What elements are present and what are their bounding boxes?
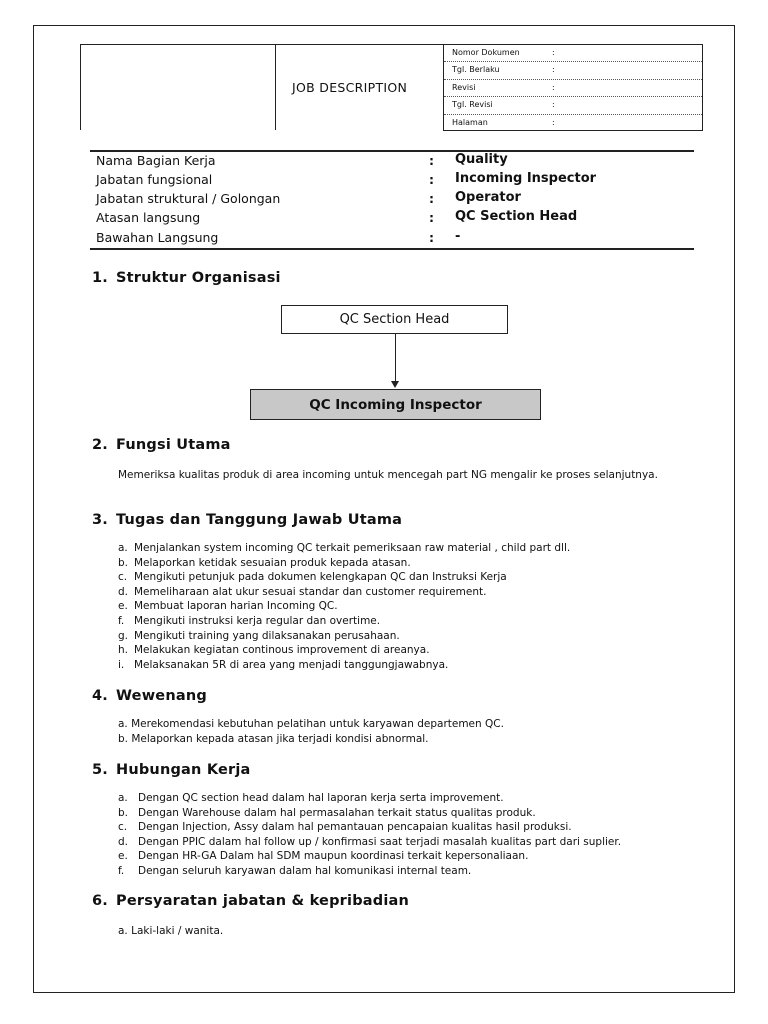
meta-label: Halaman [452, 117, 488, 127]
meta-colon: : [552, 65, 555, 75]
list-item [118, 556, 570, 571]
list-item: a. Merekomendasi kebutuhan pelatihan untuk karyawan departemen QC. [118, 718, 504, 730]
fungsi-utama-text: Memeriksa kualitas produk di area incoming untuk mencegah part NG mengalir ke proses selanjutnya. [118, 469, 658, 481]
section-title-struktur [92, 270, 281, 286]
meta-colon: : [552, 117, 555, 127]
list-marker: e. [118, 600, 128, 613]
info-value: Incoming Inspector [455, 171, 597, 186]
meta-row [444, 45, 702, 62]
document-meta-table [443, 44, 703, 131]
info-label: Bawahan Langsung [96, 230, 219, 245]
list-marker: c. [118, 571, 128, 584]
list-marker: e. [118, 850, 128, 863]
info-label: Nama Bagian Kerja [96, 153, 216, 168]
list-marker: c. [118, 821, 128, 834]
org-chart-top-box: QC Section Head [281, 305, 508, 334]
list-marker: d. [118, 585, 129, 598]
list-item [118, 658, 570, 673]
meta-row [444, 115, 702, 132]
list-item-text: Melakukan kegiatan continous improvement di areanya. [134, 644, 430, 657]
info-value: Quality [455, 152, 508, 167]
info-colon: : [429, 191, 434, 206]
list-item-text: Mengikuti petunjuk pada dokumen kelengkapan QC dan Instruksi Kerja [134, 571, 507, 584]
list-item-text: Membuat laporan harian Incoming QC. [134, 600, 338, 613]
section-title-text: Hubungan Kerja [116, 762, 251, 778]
list-item-text: Dengan HR-GA Dalam hal SDM maupun koordinasi terkait kepersonaliaan. [138, 850, 529, 863]
section-title-tugas [92, 512, 402, 528]
list-item-text: Melaksanakan 5R di area yang menjadi tanggungjawabnya. [134, 658, 449, 671]
section-title-fungsi [92, 437, 231, 453]
list-item [118, 643, 570, 658]
list-item-text: Dengan Injection, Assy dalam hal pemantauan pencapaian kualitas hasil produksi. [138, 821, 572, 834]
list-item-text: Melaporkan ketidak sesuaian produk kepada atasan. [134, 556, 411, 569]
document-title: JOB DESCRIPTION [292, 80, 408, 95]
list-item [118, 849, 621, 864]
info-value: - [455, 229, 461, 244]
section-title-text: Tugas dan Tanggung Jawab Utama [116, 512, 403, 528]
meta-row [444, 80, 702, 97]
arrow-down-icon [391, 381, 399, 388]
meta-label: Nomor Dokumen [452, 48, 520, 57]
list-item-text: Mengikuti training yang dilaksanakan perusahaan. [134, 629, 400, 642]
list-item-text: Dengan PPIC dalam hal follow up / konfirmasi saat terjadi masalah kualitas part dari suplier. [138, 835, 622, 848]
section-number: 4. [92, 688, 108, 704]
tugas-list [118, 541, 570, 672]
list-item [118, 541, 570, 556]
list-item-text: Memeliharaan alat ukur sesuai standar dan customer requirement. [134, 585, 487, 598]
section-title-persyaratan [92, 893, 409, 909]
section-number: 1. [92, 270, 108, 286]
info-label: Atasan langsung [96, 210, 201, 225]
list-item [118, 864, 621, 879]
meta-label: Tgl. Berlaku [452, 65, 500, 75]
list-item: b. Melaporkan kepada atasan jika terjadi kondisi abnormal. [118, 732, 429, 745]
list-item [118, 585, 570, 600]
list-item-text: Mengikuti instruksi kerja regular dan overtime. [134, 614, 381, 627]
section-title-text: Struktur Organisasi [116, 270, 281, 286]
persyaratan-list [118, 924, 223, 939]
section-number: 6. [92, 893, 108, 909]
list-item [118, 629, 570, 644]
org-chart-bottom-box: QC Incoming Inspector [250, 389, 541, 420]
meta-colon: : [552, 100, 555, 110]
list-item [118, 614, 570, 629]
section-title-text: Wewenang [116, 688, 207, 704]
section-number: 3. [92, 512, 108, 528]
list-marker: b. [118, 556, 129, 569]
list-item: a. Laki-laki / wanita. [118, 925, 224, 937]
hubungan-list [118, 791, 621, 879]
info-value: Operator [455, 190, 521, 205]
info-colon: : [429, 230, 434, 245]
meta-colon: : [552, 48, 555, 57]
list-item [118, 791, 621, 806]
list-item [118, 820, 621, 835]
list-marker: d. [118, 835, 129, 848]
info-label: Jabatan struktural / Golongan [96, 191, 281, 206]
meta-label: Tgl. Revisi [452, 100, 493, 110]
section-title-hubungan [92, 762, 251, 778]
list-marker: f. [118, 864, 125, 877]
list-item [118, 599, 570, 614]
list-marker: a. [118, 792, 128, 804]
list-item [118, 806, 621, 821]
list-marker: b. [118, 806, 129, 819]
list-item-text: Dengan QC section head dalam hal laporan kerja serta improvement. [138, 792, 504, 804]
meta-label: Revisi [452, 82, 476, 92]
info-value: QC Section Head [455, 209, 578, 224]
list-marker: h. [118, 644, 128, 657]
list-item-text: Dengan seluruh karyawan dalam hal komunikasi internal team. [138, 864, 472, 877]
section-number: 2. [92, 437, 108, 453]
list-marker: f. [118, 614, 125, 627]
meta-row [444, 62, 702, 79]
header-left-rule [80, 44, 81, 130]
list-marker: a. [118, 542, 128, 554]
job-info-block [90, 150, 694, 250]
section-number: 5. [92, 762, 108, 778]
wewenang-list [118, 717, 504, 746]
org-chart-connector [395, 334, 396, 383]
list-item [118, 835, 621, 850]
info-colon: : [429, 153, 434, 168]
list-marker: g. [118, 629, 129, 642]
header-mid-rule [275, 44, 276, 130]
info-colon: : [429, 172, 434, 187]
list-item-text: Dengan Warehouse dalam hal permasalahan terkait status qualitas produk. [138, 806, 536, 819]
meta-colon: : [552, 82, 555, 92]
section-title-wewenang [92, 688, 207, 704]
list-item [118, 570, 570, 585]
info-colon: : [429, 210, 434, 225]
info-label: Jabatan fungsional [96, 172, 213, 187]
section-title-text: Fungsi Utama [116, 437, 231, 453]
meta-row [444, 97, 702, 114]
list-marker: i. [118, 658, 125, 671]
list-item-text: Menjalankan system incoming QC terkait pemeriksaan raw material , child part dll. [134, 542, 571, 554]
section-title-text: Persyaratan jabatan & kepribadian [116, 893, 410, 909]
